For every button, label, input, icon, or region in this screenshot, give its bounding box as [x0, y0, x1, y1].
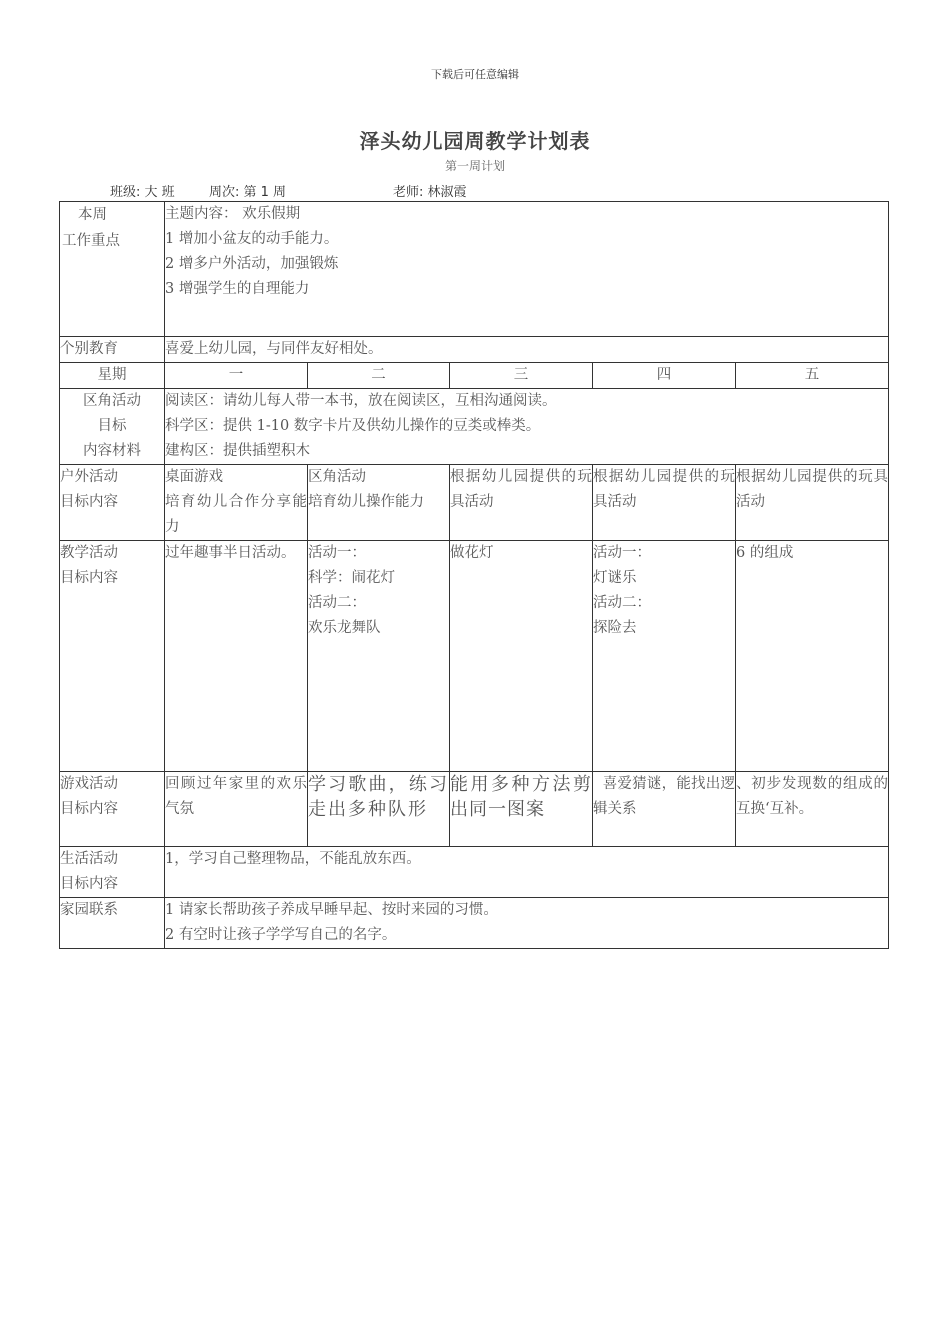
day-header: 五: [736, 363, 889, 389]
corner-line: 建构区：提供插塑积木: [165, 443, 310, 459]
home-row: [60, 898, 889, 949]
outdoor-cell: 区角活动 培育幼儿操作能力: [308, 465, 450, 541]
focus-line: 2 增多户外活动，加强锻炼: [165, 256, 339, 272]
teaching-cell: 活动一： 科学：闹花灯 活动二： 欢乐龙舞队: [308, 541, 450, 772]
outdoor-cell: 根据幼儿园提供的玩具活动: [736, 465, 889, 541]
focus-line: 3 增强学生的自理能力: [165, 281, 310, 297]
game-cell: 回顾过年家里的欢乐气氛: [165, 772, 308, 847]
teaching-label-line: 目标内容: [60, 570, 118, 586]
teaching-cell: 做花灯: [450, 541, 593, 772]
life-content: 1，学习自己整理物品，不能乱放东西。: [165, 847, 889, 898]
download-note: 下载后可任意编辑: [431, 68, 519, 81]
focus-line: 1 增加小盆友的动手能力。: [165, 231, 339, 247]
outdoor-label-line: 户外活动: [60, 469, 118, 485]
day-header: 一: [165, 363, 308, 389]
game-cell: 、初步发现数的组成的互换‘互补。: [736, 772, 889, 847]
teacher-label: 老师: 林淑霞: [393, 185, 467, 200]
days-row: [60, 363, 889, 389]
outdoor-cell: 桌面游戏 培育幼儿合作分享能力: [165, 465, 308, 541]
home-line: 1 请家长帮助孩子养成早睡早起、按时来园的习惯。: [165, 902, 498, 918]
focus-label-line: 本周: [78, 207, 107, 223]
weekly-plan-table: [59, 201, 889, 949]
game-cell: 学习歌曲，练习走出多种队形: [308, 772, 450, 847]
life-label-line: 生活活动: [60, 851, 118, 867]
class-label: 班级: 大 班: [110, 185, 175, 200]
outdoor-label-line: 目标内容: [60, 494, 118, 510]
day-header: 四: [593, 363, 736, 389]
corner-label: [60, 389, 165, 465]
day-header: 二: [308, 363, 450, 389]
focus-label-line: 工作重点: [62, 233, 120, 249]
life-row: [60, 847, 889, 898]
home-content: [165, 898, 889, 949]
page-title: 泽头幼儿园周教学计划表: [359, 129, 591, 153]
teaching-label: [60, 541, 165, 772]
focus-label: [60, 202, 165, 337]
teaching-cell: 活动一： 灯谜乐 活动二： 探险去: [593, 541, 736, 772]
outdoor-cell: 根据幼儿园提供的玩具活动: [450, 465, 593, 541]
page-subtitle: 第一周计划: [444, 159, 505, 173]
week-label: 周次: 第 1 周: [209, 185, 287, 200]
individual-row: [60, 337, 889, 363]
corner-line: 科学区：提供 1-10 数字卡片及供幼儿操作的豆类或棒类。: [165, 418, 541, 434]
teaching-cell: 过年趣事半日活动。: [165, 541, 308, 772]
life-label-line: 目标内容: [60, 876, 118, 892]
outdoor-row: [60, 465, 889, 541]
individual-label: 个别教育: [60, 337, 165, 363]
teaching-label-line: 教学活动: [60, 545, 118, 561]
corner-line: 阅读区：请幼儿每人带一本书，放在阅读区，互相沟通阅读。: [165, 393, 557, 409]
game-label-line: 目标内容: [60, 801, 118, 817]
weekday-label: 星期: [60, 363, 165, 389]
teaching-row: [60, 541, 889, 772]
focus-row: [60, 202, 889, 337]
day-header: 三: [450, 363, 593, 389]
game-row: [60, 772, 889, 847]
outdoor-cell: 根据幼儿园提供的玩具活动: [593, 465, 736, 541]
individual-content: 喜爱上幼儿园，与同伴友好相处。: [165, 337, 889, 363]
corner-label-line: 内容材料: [83, 443, 141, 459]
game-label: [60, 772, 165, 847]
corner-content: [165, 389, 889, 465]
game-cell: 能用多种方法剪出同一图案: [450, 772, 593, 847]
game-cell: 喜爱猜谜，能找出逻辑关系: [593, 772, 736, 847]
focus-line: 主题内容： 欢乐假期: [165, 206, 301, 222]
corner-row: [60, 389, 889, 465]
outdoor-label: [60, 465, 165, 541]
corner-label-line: 目标: [97, 418, 127, 434]
home-line: 2 有空时让孩子学学写自己的名字。: [165, 927, 397, 943]
home-label: 家园联系: [60, 898, 165, 949]
focus-content: [165, 202, 889, 337]
corner-label-line: 区角活动: [83, 393, 141, 409]
teaching-cell: 6 的组成: [736, 541, 889, 772]
life-label: [60, 847, 165, 898]
game-label-line: 游戏活动: [60, 776, 118, 792]
